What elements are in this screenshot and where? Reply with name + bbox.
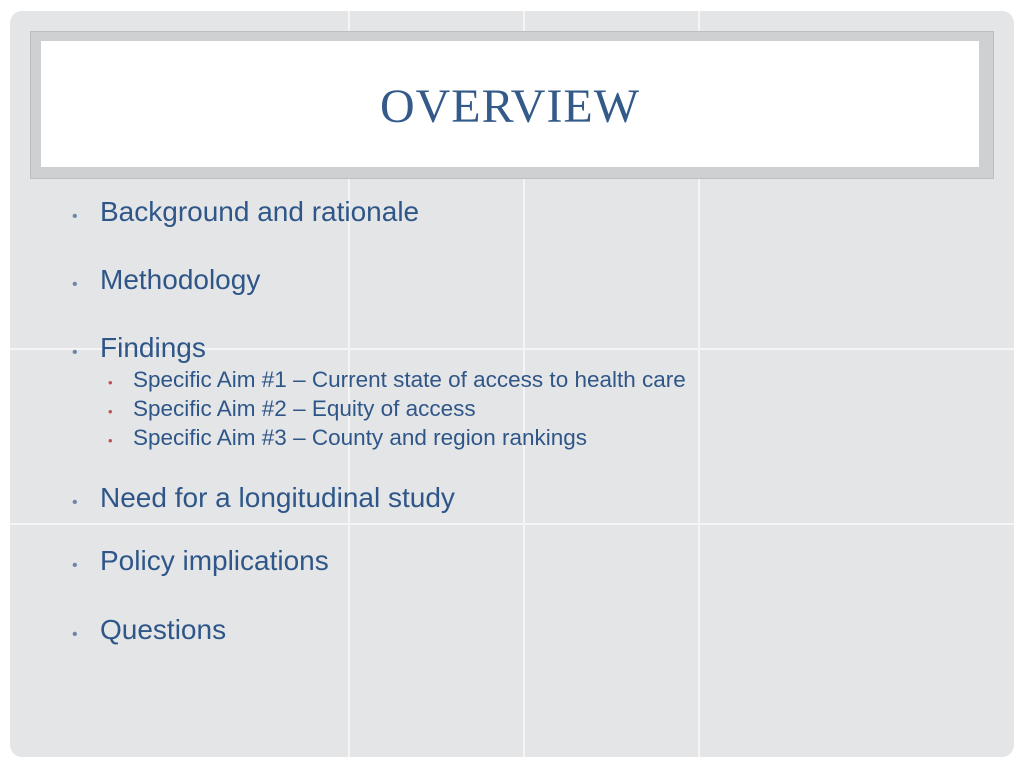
bullet-text: Background and rationale bbox=[100, 196, 420, 227]
bullet-item-longitudinal-study bbox=[72, 482, 455, 514]
sub-bullet-dot-icon: • bbox=[108, 433, 113, 448]
bullet-list bbox=[10, 11, 1014, 757]
bullet-text: Findings bbox=[100, 332, 206, 363]
bullet-item-questions bbox=[72, 614, 226, 646]
slide-title: OVERVIEW bbox=[379, 79, 641, 133]
sub-item-aim-1 bbox=[108, 367, 686, 393]
bullet-dot-icon: • bbox=[72, 557, 78, 574]
bullet-dot-icon: • bbox=[72, 626, 78, 643]
bullet-text: Need for a longitudinal study bbox=[100, 482, 455, 513]
bullet-item-background bbox=[72, 196, 419, 228]
bullet-item-findings bbox=[72, 332, 206, 364]
bullet-text: Policy implications bbox=[100, 545, 329, 576]
sub-item-aim-3 bbox=[108, 425, 587, 451]
bullet-item-methodology bbox=[72, 264, 260, 296]
slide bbox=[10, 11, 1014, 757]
sub-item-text: Specific Aim #2 – Equity of access bbox=[133, 396, 476, 421]
bullet-item-policy-implications bbox=[72, 545, 329, 577]
bullet-dot-icon: • bbox=[72, 208, 78, 225]
bullet-dot-icon: • bbox=[72, 276, 78, 293]
sub-bullet-dot-icon: • bbox=[108, 404, 113, 419]
sub-item-text: Specific Aim #3 – County and region rankings bbox=[133, 425, 588, 450]
sub-bullet-dot-icon: • bbox=[108, 375, 113, 390]
bullet-text: Questions bbox=[100, 614, 227, 645]
sub-item-text: Specific Aim #1 – Current state of access to health care bbox=[133, 367, 686, 392]
bullet-dot-icon: • bbox=[72, 344, 78, 361]
sub-item-aim-2 bbox=[108, 396, 476, 422]
bullet-text: Methodology bbox=[100, 264, 261, 295]
bullet-dot-icon: • bbox=[72, 494, 78, 511]
